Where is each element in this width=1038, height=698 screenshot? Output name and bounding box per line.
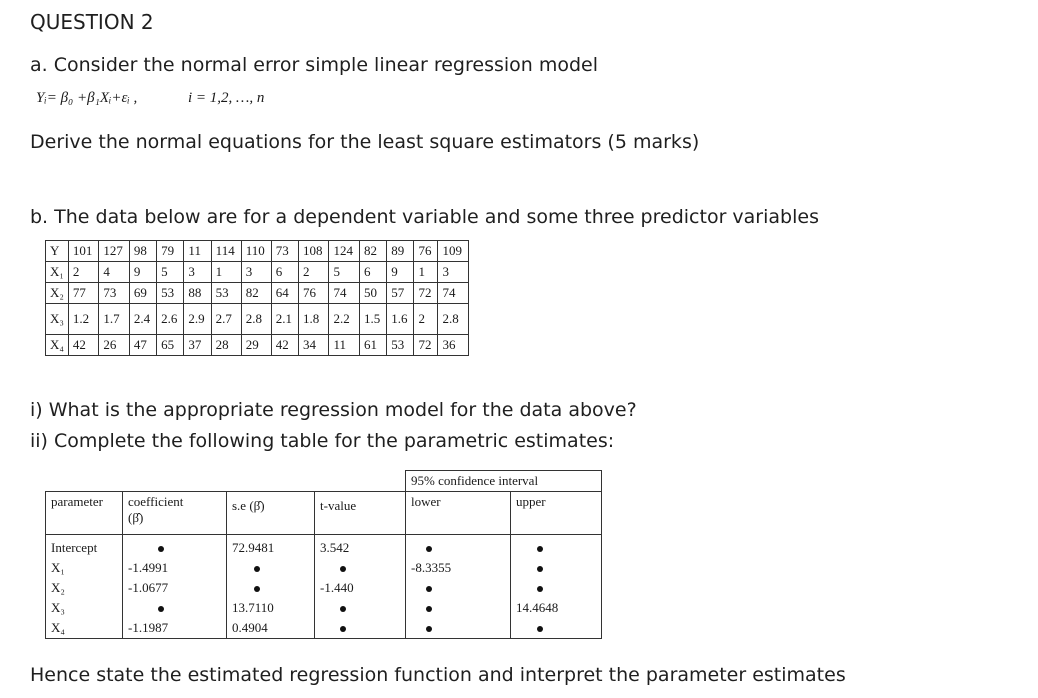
header-coefficient: [123, 491, 227, 534]
data-cell: 2.7: [211, 304, 241, 335]
cell-se: 72.9481: [227, 534, 315, 558]
cell-coefficient: [123, 534, 227, 558]
data-cell: 47: [129, 335, 156, 356]
data-row: [46, 262, 469, 283]
question-i: i) What is the appropriate regression model for the data above?: [30, 399, 637, 421]
estimate-row: [46, 578, 602, 598]
cell-se: 13.7110: [227, 598, 315, 618]
header-parameter: parameter: [46, 491, 123, 534]
estimate-row: [46, 618, 602, 639]
blank-marker: [158, 546, 164, 552]
estimate-row: [46, 534, 602, 558]
data-cell: 2: [68, 262, 99, 283]
data-cell: 79: [157, 241, 184, 262]
cell-t: -1.440: [315, 578, 406, 598]
data-cell: 11: [329, 335, 360, 356]
cell-t: [315, 618, 406, 639]
cell-se: 0.4904: [227, 618, 315, 639]
data-cell: 101: [68, 241, 99, 262]
data-cell: 72: [414, 335, 438, 356]
blank-marker: [158, 606, 164, 612]
data-cell: 88: [184, 283, 211, 304]
row-label: Y: [46, 241, 69, 262]
data-cell: 1.2: [68, 304, 99, 335]
data-cell: 89: [387, 241, 414, 262]
question-ii: ii) Complete the following table for the parametric estimates:: [30, 430, 615, 452]
question-title: QUESTION 2: [30, 10, 154, 34]
data-row: [46, 335, 469, 356]
data-cell: 2.8: [438, 304, 469, 335]
data-cell: 2.4: [129, 304, 156, 335]
cell-lower: [406, 534, 511, 558]
data-cell: 9: [387, 262, 414, 283]
data-cell: 77: [68, 283, 99, 304]
data-cell: 26: [99, 335, 130, 356]
estimate-row: [46, 558, 602, 578]
data-row: [46, 283, 469, 304]
data-cell: 1: [414, 262, 438, 283]
data-cell: 98: [129, 241, 156, 262]
cell-coefficient: [123, 598, 227, 618]
data-cell: 2.6: [157, 304, 184, 335]
header-upper: upper: [511, 491, 602, 534]
data-cell: 3: [438, 262, 469, 283]
data-cell: 124: [329, 241, 360, 262]
data-cell: 4: [99, 262, 130, 283]
data-cell: 2: [414, 304, 438, 335]
blank-marker: [537, 546, 543, 552]
data-cell: 73: [271, 241, 298, 262]
data-cell: 1: [211, 262, 241, 283]
data-cell: 64: [271, 283, 298, 304]
cell-coefficient: -1.0677: [123, 578, 227, 598]
data-cell: 74: [329, 283, 360, 304]
data-cell: 1.8: [298, 304, 329, 335]
row-label: X₃: [46, 304, 69, 335]
cell-upper: [511, 534, 602, 558]
data-cell: 6: [271, 262, 298, 283]
data-cell: 57: [387, 283, 414, 304]
cell-lower: [406, 618, 511, 639]
estimate-row: [46, 598, 602, 618]
data-cell: 9: [129, 262, 156, 283]
blank-marker: [426, 606, 432, 612]
cell-lower: [406, 578, 511, 598]
data-cell: 53: [157, 283, 184, 304]
blank-marker: [254, 586, 260, 592]
data-cell: 76: [298, 283, 329, 304]
data-cell: 53: [211, 283, 241, 304]
header-se: s.e (β̂): [227, 491, 315, 534]
cell-parameter: X₂: [46, 578, 123, 598]
data-cell: 114: [211, 241, 241, 262]
row-label: X₄: [46, 335, 69, 356]
data-cell: 72: [414, 283, 438, 304]
data-cell: 109: [438, 241, 469, 262]
cell-upper: [511, 618, 602, 639]
blank-marker: [340, 566, 346, 572]
header-t: t-value: [315, 491, 406, 534]
data-cell: 127: [99, 241, 130, 262]
cell-coefficient: -1.4991: [123, 558, 227, 578]
row-label: X₂: [46, 283, 69, 304]
cell-se: [227, 578, 315, 598]
estimates-table: [45, 470, 602, 639]
data-cell: 53: [387, 335, 414, 356]
part-a-task: Derive the normal equations for the least square estimators (5 marks): [30, 131, 700, 153]
cell-parameter: X₃: [46, 598, 123, 618]
data-cell: 5: [157, 262, 184, 283]
cell-lower: [406, 598, 511, 618]
data-cell: 28: [211, 335, 241, 356]
data-cell: 108: [298, 241, 329, 262]
data-cell: 82: [241, 283, 271, 304]
cell-lower: -8.3355: [406, 558, 511, 578]
data-cell: 34: [298, 335, 329, 356]
blank-marker: [537, 586, 543, 592]
data-cell: 110: [241, 241, 271, 262]
model-equation: Yᵢ= β₀ +β₁Xᵢ+εᵢ ,: [36, 90, 138, 106]
data-cell: 65: [157, 335, 184, 356]
model-index: i = 1,2, …, n: [188, 90, 265, 106]
data-cell: 6: [359, 262, 386, 283]
cell-upper: [511, 558, 602, 578]
data-cell: 5: [329, 262, 360, 283]
model-equation-line: [36, 90, 265, 107]
cell-upper: [511, 578, 602, 598]
cell-se: [227, 558, 315, 578]
data-cell: 42: [68, 335, 99, 356]
data-cell: 74: [438, 283, 469, 304]
data-row: [46, 304, 469, 335]
data-cell: 1.5: [359, 304, 386, 335]
part-a-intro: a. Consider the normal error simple linear regression model: [30, 54, 599, 76]
data-cell: 3: [184, 262, 211, 283]
blank-marker: [340, 606, 346, 612]
cell-t: 3.542: [315, 534, 406, 558]
blank-marker: [537, 626, 543, 632]
blank-marker: [426, 546, 432, 552]
blank-marker: [254, 566, 260, 572]
data-cell: 42: [271, 335, 298, 356]
header-coefficient-symbol: (β̂): [128, 509, 144, 525]
header-coefficient-label: coefficient: [128, 493, 184, 509]
data-cell: 1.7: [99, 304, 130, 335]
data-cell: 2.1: [271, 304, 298, 335]
part-b-conclusion: Hence state the estimated regression function and interpret the parameter estimates: [30, 664, 846, 686]
data-cell: 76: [414, 241, 438, 262]
blank-marker: [426, 586, 432, 592]
data-cell: 2: [298, 262, 329, 283]
blank-marker: [340, 626, 346, 632]
cell-t: [315, 558, 406, 578]
cell-parameter: X₄: [46, 618, 123, 639]
data-cell: 73: [99, 283, 130, 304]
cell-upper: 14.4648: [511, 598, 602, 618]
data-cell: 3: [241, 262, 271, 283]
ci-header: 95% confidence interval: [406, 471, 602, 492]
data-cell: 2.8: [241, 304, 271, 335]
data-cell: 50: [359, 283, 386, 304]
data-cell: 1.6: [387, 304, 414, 335]
data-cell: 36: [438, 335, 469, 356]
data-cell: 82: [359, 241, 386, 262]
blank-marker: [426, 626, 432, 632]
part-b-intro: b. The data below are for a dependent variable and some three predictor variables: [30, 206, 819, 228]
data-cell: 61: [359, 335, 386, 356]
data-cell: 69: [129, 283, 156, 304]
cell-parameter: X₁: [46, 558, 123, 578]
row-label: X₁: [46, 262, 69, 283]
cell-t: [315, 598, 406, 618]
data-row: [46, 241, 469, 262]
data-table: [45, 240, 469, 356]
header-lower: lower: [406, 491, 511, 534]
data-cell: 29: [241, 335, 271, 356]
cell-parameter: Intercept: [46, 534, 123, 558]
data-cell: 2.2: [329, 304, 360, 335]
blank-marker: [537, 566, 543, 572]
cell-coefficient: -1.1987: [123, 618, 227, 639]
data-cell: 37: [184, 335, 211, 356]
data-cell: 2.9: [184, 304, 211, 335]
data-cell: 11: [184, 241, 211, 262]
